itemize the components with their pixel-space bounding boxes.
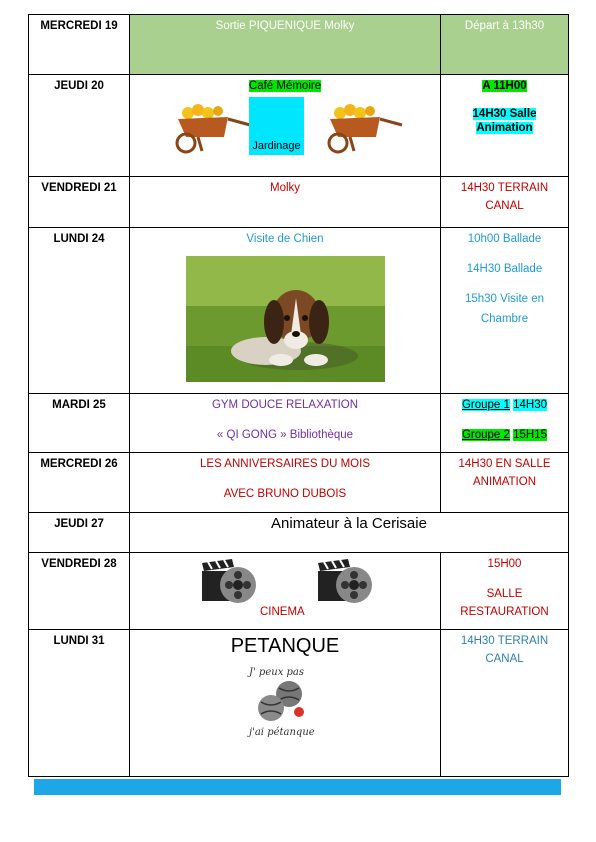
time-text: 14H30 Salle	[472, 108, 537, 120]
wheelbarrow-flowers-icon	[168, 103, 254, 159]
schedule-row	[29, 394, 569, 453]
activity-cell	[130, 15, 441, 75]
activity-cell	[130, 513, 569, 553]
time-text: Animation	[476, 122, 533, 134]
activity-text: AVEC BRUNO DUBOIS	[223, 488, 347, 500]
schedule-table	[28, 14, 569, 777]
activity-text: Sortie PIQUENIQUE Molky	[215, 20, 355, 32]
time-cell	[441, 630, 569, 777]
group-label: Groupe 2	[461, 429, 510, 441]
activity-cell	[130, 394, 441, 453]
time-text: Départ à 13h30	[464, 20, 545, 32]
activity-cell	[130, 453, 441, 513]
time-cell	[441, 394, 569, 453]
time-text: 14H30	[513, 399, 548, 411]
time-text: 15H15	[513, 429, 548, 441]
schedule-row	[29, 15, 569, 75]
time-text: CANAL	[485, 200, 524, 212]
time-text: 10h00 Ballade	[467, 233, 542, 245]
schedule-row	[29, 630, 569, 777]
activity-label: Jardinage	[252, 140, 301, 152]
group-1	[441, 398, 568, 412]
dog-photo	[186, 256, 385, 382]
schedule-row	[29, 177, 569, 228]
day-cell: LUNDI 24	[29, 228, 130, 394]
time-text: 15H00	[487, 558, 522, 570]
schedule-row	[29, 513, 569, 553]
activity-text: Café Mémoire	[248, 80, 322, 92]
activity-title: PETANQUE	[230, 635, 340, 657]
time-text: ANIMATION	[472, 476, 537, 488]
activity-cell	[130, 177, 441, 228]
logo-text: j'ai pétanque	[249, 727, 315, 738]
activity-text: « QI GONG » Bibliothèque	[216, 429, 354, 441]
time-cell	[441, 177, 569, 228]
day-cell: MARDI 25	[29, 394, 130, 453]
schedule-row	[29, 453, 569, 513]
time-text: 14H30 Ballade	[466, 263, 543, 275]
day-cell: VENDREDI 28	[29, 553, 130, 630]
wheelbarrow-flowers-icon	[320, 103, 406, 159]
footer-bar	[34, 779, 561, 795]
activity-text: LES ANNIVERSAIRES DU MOIS	[200, 458, 370, 470]
jardinage-box	[249, 97, 304, 155]
schedule-row	[29, 75, 569, 177]
time-text: 14H30 EN SALLE	[458, 458, 551, 470]
activity-cell	[130, 228, 441, 394]
day-cell: MERCREDI 26	[29, 453, 130, 513]
film-reel-icon	[316, 557, 374, 609]
schedule-row	[29, 228, 569, 394]
group-label: Groupe 1	[461, 399, 510, 411]
activity-text: Molky	[269, 182, 301, 194]
time-text: SALLE	[486, 588, 523, 600]
day-cell: JEUDI 20	[29, 75, 130, 177]
activity-cell	[130, 630, 441, 777]
activity-cell	[130, 75, 441, 177]
day-cell: MERCREDI 19	[29, 15, 130, 75]
petanque-balls-icon	[253, 680, 313, 724]
logo-text: J' peux pas	[249, 667, 305, 678]
time-text: 14H30 TERRAIN	[460, 635, 549, 647]
gardening-illustration	[130, 101, 440, 171]
activity-text: Animateur à la Cerisaie	[271, 515, 427, 532]
time-block	[441, 107, 568, 135]
time-text: RESTAURATION	[460, 606, 549, 618]
group-2	[441, 428, 568, 442]
time-cell	[441, 553, 569, 630]
time-cell	[441, 453, 569, 513]
time-text: CANAL	[485, 653, 524, 665]
activity-text: Visite de Chien	[246, 233, 324, 245]
time-text: 14H30 TERRAIN	[460, 182, 549, 194]
activity-cell	[130, 553, 441, 630]
activity-text: GYM DOUCE RELAXATION	[211, 399, 359, 411]
time-cell	[441, 75, 569, 177]
petanque-logo	[235, 664, 335, 754]
schedule-row	[29, 553, 569, 630]
day-cell: VENDREDI 21	[29, 177, 130, 228]
film-reel-icon	[200, 557, 258, 609]
time-cell	[441, 15, 569, 75]
time-cell	[441, 228, 569, 394]
day-cell: JEUDI 27	[29, 513, 130, 553]
time-text: 15h30 Visite en	[464, 293, 545, 305]
activity-text: CINEMA	[260, 606, 305, 618]
time-text: A 11H00	[482, 80, 527, 92]
day-cell: LUNDI 31	[29, 630, 130, 777]
time-text: Chambre	[480, 313, 529, 325]
